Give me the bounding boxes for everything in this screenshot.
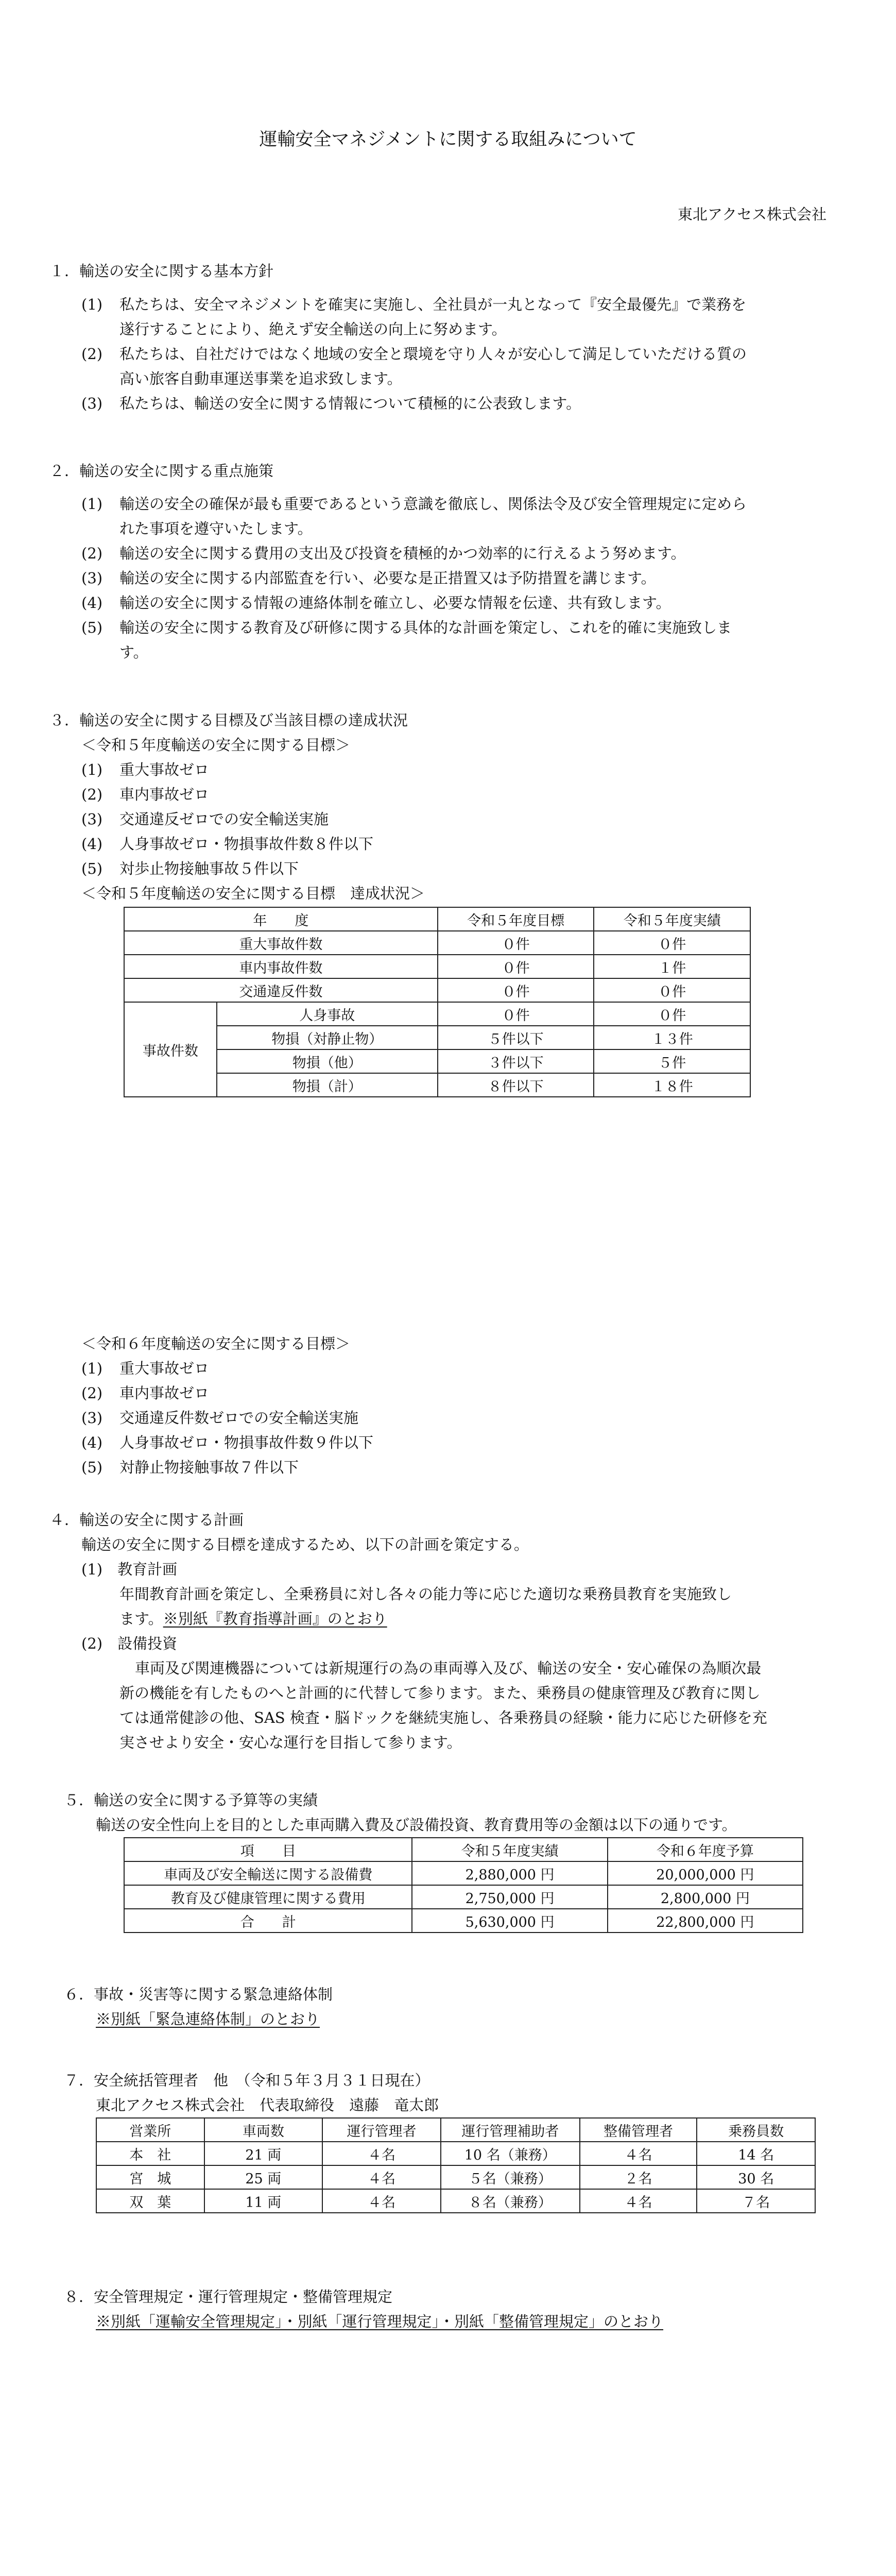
header-cell: 営業所 (96, 2118, 204, 2142)
s1-item-1-line-1: 私たちは、安全マネジメントを確実に実施し、全社員が一丸となって『安全最優先』で業務を (119, 296, 747, 313)
education-plan-link[interactable]: ※別紙『教育指導計画』のとおり (163, 1610, 387, 1628)
cell: 本 社 (96, 2142, 204, 2165)
header-r6: 令和６年度予算 (608, 1838, 803, 1861)
s7-company-line: 東北アクセス株式会社 代表取締役 遠藤 竜太郎 (96, 2096, 439, 2114)
row-label: 物損（対静止物） (217, 1026, 438, 1049)
budget-table (124, 1837, 803, 1933)
s3-r5-result-heading: ＜令和５年度輸送の安全に関する目標 達成状況＞ (81, 885, 425, 902)
s3-r6-goal-3-num: (3) (81, 1409, 103, 1427)
row-actual: １８件 (594, 1073, 750, 1097)
table-row (124, 1026, 750, 1049)
s2-item-3-line-1: 輸送の安全に関する内部監査を行い、必要な是正措置又は予防措置を講じます。 (119, 569, 656, 587)
s2-item-1-line-1: 輸送の安全の確保が最も重要であるという意識を徹底し、関係法令及び安全管理規定に定めら (119, 495, 747, 513)
s4-sub2-line-3: ては通常健診の他、SAS 検査・脳ドックを継続実施し、各乗務員の経験・能力に応じた研修を充 (119, 1709, 767, 1726)
table-row (124, 1885, 803, 1909)
cell: 14 名 (697, 2142, 815, 2165)
section-8-heading: ８．安全管理規定・運行管理規定・整備管理規定 (64, 2288, 393, 2306)
row-actual: ０件 (594, 978, 750, 1002)
row-label: 物損（他） (217, 1049, 438, 1073)
s3-r5-goal-5-text: 対歩止物接触事故５件以下 (119, 860, 299, 877)
s3-r6-goal-4-num: (4) (81, 1434, 103, 1451)
row-goal: ８件以下 (438, 1073, 594, 1097)
table-row (96, 2165, 815, 2189)
table-row (96, 2142, 815, 2165)
row-actual: １３件 (594, 1026, 750, 1049)
page-title: 運輸安全マネジメントに関する取組みについて (259, 129, 637, 150)
s3-r5-goal-heading: ＜令和５年度輸送の安全に関する目標＞ (81, 736, 351, 754)
s4-sub1-line-2 (119, 1609, 387, 1628)
table-header-row (96, 2118, 815, 2142)
cell: 25 両 (204, 2165, 323, 2189)
s3-r6-goal-1-num: (1) (81, 1360, 103, 1377)
s3-r5-goal-4-num: (4) (81, 835, 103, 853)
cell: ４名 (322, 2142, 441, 2165)
s1-item-2-line-2: 高い旅客自動車運送事業を追求致します。 (119, 370, 402, 387)
cell: 11 両 (204, 2189, 323, 2213)
header-cell: 整備管理者 (580, 2118, 697, 2142)
s4-sub2-title: (2) 設備投資 (81, 1635, 178, 1652)
section-5-heading: ５．輸送の安全に関する予算等の実績 (64, 1791, 318, 1809)
s3-r5-goal-4-text: 人身事故ゼロ・物損事故件数８件以下 (119, 835, 374, 853)
cell: ７名 (697, 2189, 815, 2213)
r5-achievement-table (124, 907, 751, 1097)
table-row (96, 2189, 815, 2213)
header-r5: 令和５年度実績 (412, 1838, 607, 1861)
emergency-contact-link[interactable]: ※別紙「緊急連絡体制」のとおり (96, 2010, 320, 2028)
cell: 30 名 (697, 2165, 815, 2189)
row-actual: １件 (594, 955, 750, 978)
s4-sub1-line-1: 年間教育計画を策定し、全乗務員に対し各々の能力等に応じた適切な乗務員教育を実施致し (119, 1585, 732, 1603)
s1-item-2-line-1: 私たちは、自社だけではなく地域の安全と環境を守り人々が安心して満足していただける質の (119, 345, 747, 363)
row-r5: 2,750,000 円 (412, 1885, 607, 1909)
s1-item-3-line-1: 私たちは、輸送の安全に関する情報について積極的に公表致します。 (119, 395, 581, 412)
s2-item-4-num: (4) (81, 594, 103, 612)
table-header-row (124, 1838, 803, 1861)
s1-item-1-line-2: 遂行することにより、絶えず安全輸送の向上に努めます。 (119, 320, 507, 338)
cell: ４名 (580, 2189, 697, 2213)
section-1-heading: １．輸送の安全に関する基本方針 (49, 262, 274, 280)
s4-sub1-title: (1) 教育計画 (81, 1561, 178, 1578)
s3-r5-goal-2-num: (2) (81, 786, 103, 803)
row-goal: ０件 (438, 931, 594, 955)
cell: ８名（兼務） (441, 2189, 580, 2213)
s2-item-1-line-2: れた事項を遵守いたします。 (119, 520, 313, 537)
group-label: 事故件数 (124, 1002, 217, 1097)
row-r6: 20,000,000 円 (608, 1861, 803, 1885)
header-goal: 令和５年度目標 (438, 907, 594, 931)
row-goal: ５件以下 (438, 1026, 594, 1049)
s3-r6-goal-3-text: 交通違反件数ゼロでの安全輸送実施 (119, 1409, 359, 1427)
s3-r5-goal-1-text: 重大事故ゼロ (119, 761, 210, 778)
s4-intro: 輸送の安全に関する目標を達成するため、以下の計画を策定する。 (81, 1536, 529, 1553)
s1-item-1-num: (1) (81, 296, 103, 313)
row-label: 交通違反件数 (124, 978, 438, 1002)
company-name: 東北アクセス株式会社 (678, 206, 827, 223)
cell: 双 葉 (96, 2189, 204, 2213)
section-7-heading: ７．安全統括管理者 他 （令和５年３月３１日現在） (64, 2072, 430, 2089)
row-label: 車両及び安全輸送に関する設備費 (124, 1861, 412, 1885)
table-row (124, 1909, 803, 1933)
section-2-heading: ２．輸送の安全に関する重点施策 (49, 462, 274, 480)
table-row (124, 1073, 750, 1097)
table-row (124, 1049, 750, 1073)
row-actual: ０件 (594, 1002, 750, 1026)
s2-item-2-line-1: 輸送の安全に関する費用の支出及び投資を積極的かつ効率的に行えるよう努めます。 (119, 545, 686, 562)
row-goal: ３件以下 (438, 1049, 594, 1073)
s3-r5-goal-1-num: (1) (81, 761, 103, 778)
s2-item-5-num: (5) (81, 619, 103, 636)
table-row (124, 955, 750, 978)
s2-item-5-line-2: す。 (119, 643, 148, 661)
cell: 宮 城 (96, 2165, 204, 2189)
s3-r6-goal-5-text: 対静止物接触事故７件以下 (119, 1459, 299, 1476)
row-r6: 22,800,000 円 (608, 1909, 803, 1933)
row-label: 物損（計） (217, 1073, 438, 1097)
row-label: 重大事故件数 (124, 931, 438, 955)
s1-item-2-num: (2) (81, 345, 103, 363)
s3-r6-goal-heading: ＜令和６年度輸送の安全に関する目標＞ (81, 1335, 351, 1352)
s1-item-3-num: (3) (81, 395, 103, 412)
row-label: 合 計 (124, 1909, 412, 1933)
s4-sub2-line-2: 新の機能を有したものへと計画的に代替して参ります。また、乗務員の健康管理及び教育に関し (119, 1684, 761, 1702)
section-3-heading: ３．輸送の安全に関する目標及び当該目標の達成状況 (49, 711, 408, 729)
section-6-heading: ６．事故・災害等に関する緊急連絡体制 (64, 1986, 333, 2003)
cell: ４名 (580, 2142, 697, 2165)
s2-item-5-line-1: 輸送の安全に関する教育及び研修に関する具体的な計画を策定し、これを的確に実施致しま (119, 619, 732, 636)
s3-r5-goal-2-text: 車内事故ゼロ (119, 786, 210, 803)
row-actual: ０件 (594, 931, 750, 955)
cell: 21 両 (204, 2142, 323, 2165)
header-cell: 運行管理補助者 (441, 2118, 580, 2142)
s4-sub1-line-2-text: ます。 (119, 1610, 163, 1628)
s3-r6-goal-2-text: 車内事故ゼロ (119, 1384, 210, 1402)
row-label: 人身事故 (217, 1002, 438, 1026)
table-row (124, 1002, 750, 1026)
header-cell: 運行管理者 (322, 2118, 441, 2142)
cell: ４名 (322, 2189, 441, 2213)
s4-sub2-line-4: 実させより安全・安心な運行を目指して参ります。 (119, 1734, 462, 1751)
header-year: 年 度 (124, 907, 438, 931)
header-cell: 乗務員数 (697, 2118, 815, 2142)
row-r6: 2,800,000 円 (608, 1885, 803, 1909)
row-goal: ０件 (438, 955, 594, 978)
table-header-row (124, 907, 750, 931)
cell: ５名（兼務） (441, 2165, 580, 2189)
row-r5: 5,630,000 円 (412, 1909, 607, 1933)
row-label: 車内事故件数 (124, 955, 438, 978)
cell: ４名 (322, 2165, 441, 2189)
s3-r6-goal-4-text: 人身事故ゼロ・物損事故件数９件以下 (119, 1434, 374, 1451)
row-goal: ０件 (438, 978, 594, 1002)
table-row (124, 978, 750, 1002)
cell: 10 名（兼務） (441, 2142, 580, 2165)
row-label: 教育及び健康管理に関する費用 (124, 1885, 412, 1909)
s5-intro: 輸送の安全性向上を目的とした車両購入費及び設備投資、教育費用等の金額は以下の通りです。 (96, 1816, 737, 1834)
s3-r5-goal-3-text: 交通違反ゼロでの安全輸送実施 (119, 810, 329, 828)
staff-table (96, 2117, 816, 2213)
s2-item-2-num: (2) (81, 545, 103, 562)
s2-item-4-line-1: 輸送の安全に関する情報の連絡体制を確立し、必要な情報を伝達、共有致します。 (119, 594, 671, 612)
s2-item-1-num: (1) (81, 495, 103, 513)
header-actual: 令和５年度実績 (594, 907, 750, 931)
row-actual: ５件 (594, 1049, 750, 1073)
s2-item-3-num: (3) (81, 569, 103, 587)
regulations-link[interactable]: ※別紙「運輸安全管理規定」・別紙「運行管理規定」・別紙「整備管理規定」のとおり (96, 2313, 664, 2330)
header-cell: 車両数 (204, 2118, 323, 2142)
row-r5: 2,880,000 円 (412, 1861, 607, 1885)
s3-r5-goal-3-num: (3) (81, 810, 103, 828)
table-row (124, 931, 750, 955)
section-4-heading: ４．輸送の安全に関する計画 (49, 1511, 244, 1529)
s3-r5-goal-5-num: (5) (81, 860, 103, 877)
row-goal: ０件 (438, 1002, 594, 1026)
s3-r6-goal-5-num: (5) (81, 1459, 103, 1476)
header-item: 項 目 (124, 1838, 412, 1861)
s4-sub2-line-1: 車両及び関連機器については新規運行の為の車両導入及び、輸送の安全・安心確保の為順次最 (135, 1659, 762, 1677)
s3-r6-goal-2-num: (2) (81, 1384, 103, 1402)
cell: ２名 (580, 2165, 697, 2189)
s3-r6-goal-1-text: 重大事故ゼロ (119, 1360, 210, 1377)
table-row (124, 1861, 803, 1885)
